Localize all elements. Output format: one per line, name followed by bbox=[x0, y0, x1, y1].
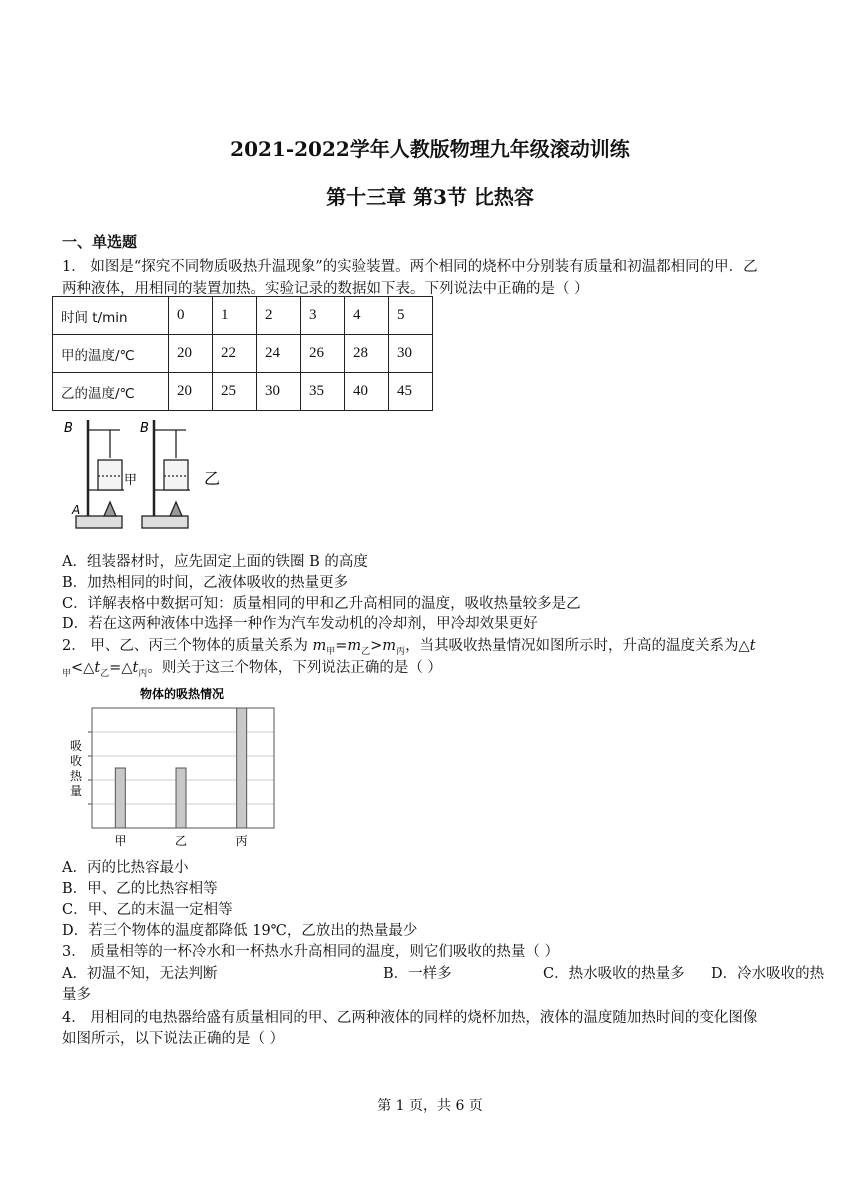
table-cell: 2 bbox=[257, 297, 301, 335]
table-cell: 时间 t/min bbox=[53, 297, 169, 335]
heat-absorption-chart bbox=[60, 680, 290, 850]
q1-stem-line1: 1． 如图是“探究不同物质吸热升温现象”的实验装置。两个相同的烧杯中分别装有质量和初温都相同的甲．乙 bbox=[62, 259, 758, 275]
table-cell: 24 bbox=[257, 335, 301, 373]
q2-stem-line1: 2． 甲、乙、丙三个物体的质量关系为 $m_甲=m_乙>m_丙$，当其吸收热量情况如图所示时，升高的温度关系为△t bbox=[62, 638, 756, 657]
table-cell: 40 bbox=[345, 373, 389, 411]
document-subtitle: 第十三章 第3节 比热容 bbox=[326, 185, 534, 209]
table-row bbox=[53, 297, 433, 335]
q3-option-a: A．初温不知，无法判断 bbox=[62, 966, 218, 982]
label-a: A bbox=[72, 503, 81, 517]
q1-data-table bbox=[52, 296, 433, 411]
table-cell: 乙的温度/℃ bbox=[53, 373, 169, 411]
q3-option-c: C．热水吸收的热量多 bbox=[543, 966, 685, 982]
table-row bbox=[53, 373, 433, 411]
table-cell: 0 bbox=[169, 297, 213, 335]
bar-0 bbox=[115, 768, 125, 828]
q2-option-d: D．若三个物体的温度都降低 19℃，乙放出的热量最少 bbox=[62, 923, 418, 939]
q2-option-a: A．丙的比热容最小 bbox=[62, 860, 189, 876]
page-footer: 第 1 页，共 6 页 bbox=[377, 1098, 483, 1114]
table-cell: 22 bbox=[213, 335, 257, 373]
table-cell: 35 bbox=[301, 373, 345, 411]
x-tick-label: 乙 bbox=[174, 834, 188, 848]
document-title: 2021-2022学年人教版物理九年级滚动训练 bbox=[230, 137, 630, 161]
table-cell: 1 bbox=[213, 297, 257, 335]
q3-option-b: B．一样多 bbox=[383, 966, 452, 982]
table-cell: 30 bbox=[389, 335, 433, 373]
q1-apparatus-figure bbox=[60, 418, 230, 543]
table-cell: 20 bbox=[169, 373, 213, 411]
q1-option-a: A．组装器材时，应先固定上面的铁圈 B 的高度 bbox=[62, 554, 368, 570]
table-cell: 5 bbox=[389, 297, 433, 335]
table-cell: 甲的温度/℃ bbox=[53, 335, 169, 373]
y-axis-label-char: 量 bbox=[69, 784, 83, 798]
q4-stem-line2: 如图所示，以下说法正确的是（ ） bbox=[62, 1031, 285, 1047]
table-row bbox=[53, 335, 433, 373]
q3-option-d: D．冷水吸收的热 bbox=[711, 966, 825, 982]
section-heading: 一、单选题 bbox=[62, 233, 138, 251]
q2-option-b: B．甲、乙的比热容相等 bbox=[62, 881, 218, 897]
q2-option-c: C．甲、乙的末温一定相等 bbox=[62, 902, 233, 918]
label-b-right: B bbox=[140, 421, 149, 436]
q1-stem-line2: 两种液体，用相同的装置加热。实验记录的数据如下表。下列说法中正确的是（ ） bbox=[62, 281, 589, 297]
q2-stem-line2: $_甲<\triangle t_乙=\triangle t_丙$。则关于这三个物体，下列说法正确的是（ ） bbox=[62, 660, 442, 679]
q1-option-d: D．若在这两种液体中选择一种作为汽车发动机的冷却剂，甲冷却效果更好 bbox=[62, 616, 538, 632]
table-cell: 45 bbox=[389, 373, 433, 411]
table-cell: 25 bbox=[213, 373, 257, 411]
table-cell: 30 bbox=[257, 373, 301, 411]
label-b-left: B bbox=[64, 421, 73, 436]
q3-option-d-wrap: 量多 bbox=[62, 987, 91, 1003]
y-axis-label-char: 热 bbox=[69, 769, 83, 783]
x-tick-label: 甲 bbox=[114, 834, 127, 848]
bar-1 bbox=[176, 768, 186, 828]
q3-stem: 3． 质量相等的一杯冷水和一杯热水升高相同的温度，则它们吸收的热量（ ） bbox=[62, 944, 559, 960]
label-yi: 乙 bbox=[204, 469, 221, 488]
q4-stem-line1: 4． 用相同的电热器给盛有质量相同的甲、乙两种液体的同样的烧杯加热，液体的温度随加热时间的变化图像 bbox=[62, 1010, 758, 1026]
table-cell: 26 bbox=[301, 335, 345, 373]
y-axis-label-char: 收 bbox=[69, 754, 83, 768]
x-tick-label: 丙 bbox=[235, 834, 248, 848]
table-cell: 4 bbox=[345, 297, 389, 335]
bar-2 bbox=[237, 708, 247, 828]
table-cell: 3 bbox=[301, 297, 345, 335]
label-jia: 甲 bbox=[124, 473, 138, 488]
q1-option-b: B．加热相同的时间，乙液体吸收的热量更多 bbox=[62, 575, 349, 591]
chart-title: 物体的吸热情况 bbox=[139, 687, 225, 701]
table-cell: 28 bbox=[345, 335, 389, 373]
q1-option-c: C．详解表格中数据可知：质量相同的甲和乙升高相同的温度，吸收热量较多是乙 bbox=[62, 596, 581, 612]
y-axis-label-char: 吸 bbox=[69, 739, 83, 753]
table-cell: 20 bbox=[169, 335, 213, 373]
